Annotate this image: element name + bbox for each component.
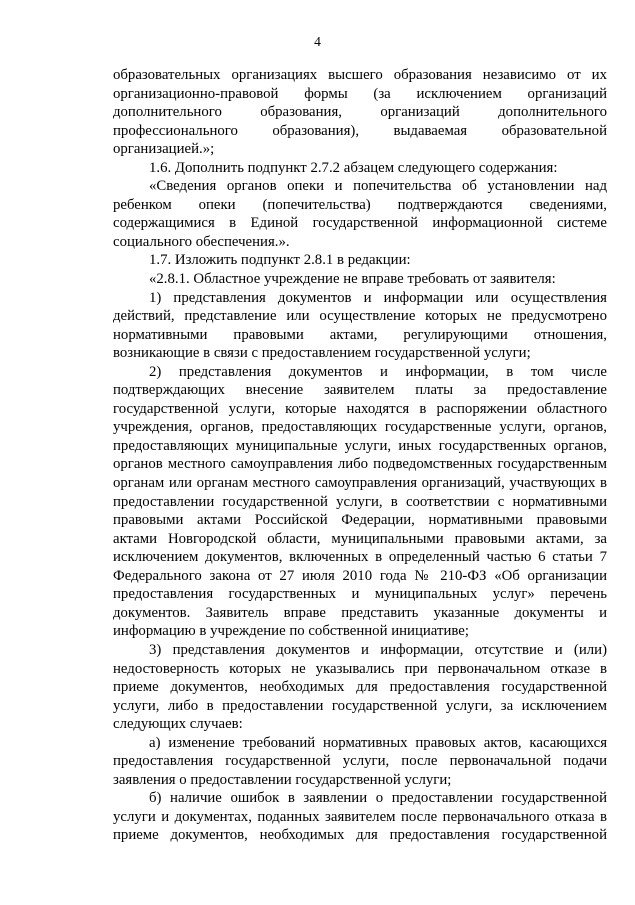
text-line: Федерального закона от 27 июля 2010 года № 210-ФЗ «Об организации <box>113 567 607 584</box>
text-line: приеме документов, необходимых для предоставления государственной <box>113 679 607 696</box>
text-line: профессионального образования), выдаваемая образовательной <box>113 122 607 139</box>
text-line: «2.8.1. Областное учреждение не вправе требовать от заявителя: <box>149 271 556 288</box>
text-line: ребенком опеки (попечительства) подтверждаются сведениями, <box>113 196 607 213</box>
text-line: учреждения, органов, предоставляющих государственные услуги, органов, <box>113 419 607 436</box>
paragraph <box>113 789 607 845</box>
text-line: предоставления государственных и муниципальных услуг» перечень <box>113 586 607 603</box>
paragraph <box>113 177 607 251</box>
text-line: а) изменение требований нормативных правовых актов, касающихся <box>149 734 607 751</box>
paragraph <box>113 734 607 790</box>
text-line: б) наличие ошибок в заявлении о предоставлении государственной <box>149 790 607 807</box>
text-line: информацию в учреждение по собственной инициативе; <box>113 623 469 640</box>
paragraph <box>113 66 607 159</box>
text-line: подтверждающих внесение заявителем платы за предоставление <box>113 382 607 399</box>
text-line: нормативными правовыми актами, регулирующими отношения, <box>113 326 607 343</box>
text-line: 3) представления документов и информации, отсутствие и (или) <box>149 641 607 658</box>
paragraph <box>113 270 607 289</box>
text-line: организацией.»; <box>113 141 215 158</box>
text-line: образовательных организациях высшего образования независимо от их <box>113 67 607 83</box>
text-line: дополнительного образования, организаций дополнительного <box>113 104 607 121</box>
text-line: организационно-правовой формы (за исключением организаций <box>113 85 607 102</box>
text-line: 1) представления документов и информации или осуществления <box>149 289 607 306</box>
text-line: действий, представление или осуществление которых не предусмотрено <box>113 308 607 325</box>
text-line: 1.7. Изложить подпункт 2.8.1 в редакции: <box>149 252 411 269</box>
text-line: исключением документов, включенных в определенный частью 6 статьи 7 <box>113 549 607 566</box>
text-line: 2) представления документов и информации, в том числе <box>149 363 607 380</box>
text-line: услуги, либо в предоставлении государственной услуги, за исключением <box>113 697 607 714</box>
text-line: «Сведения органов опеки и попечительства об установлении над <box>149 178 607 195</box>
text-line: предоставления государственной услуги, после первоначальной подачи <box>113 753 607 770</box>
text-line: органов местного самоуправления либо подведомственных государственным <box>113 456 607 473</box>
text-line: предоставлении государственной услуги, в соответствии с нормативными <box>113 493 607 510</box>
text-line: предоставляющих муниципальные услуги, иных государственных органов, <box>113 437 607 454</box>
paragraph <box>113 641 607 734</box>
paragraph <box>113 251 607 270</box>
text-line: услуги и документах, поданных заявителем после первоначального отказа в <box>113 808 607 825</box>
paragraph <box>113 159 607 178</box>
text-line: возникающие в связи с предоставлением государственной услуги; <box>113 345 531 362</box>
text-line: недостоверность которых не указывались при первоначальном отказе в <box>113 660 607 677</box>
text-line: актами Новгородской области, муниципальными правовыми актами, за <box>113 530 607 547</box>
text-line: содержащимися в Единой государственной информационной системе <box>113 215 607 232</box>
page-number: 4 <box>314 34 321 49</box>
paragraph <box>113 289 607 363</box>
text-line: 1.6. Дополнить подпункт 2.7.2 абзацем следующего содержания: <box>149 159 558 176</box>
text-line: социального обеспечения.». <box>113 233 290 250</box>
paragraph <box>113 363 607 641</box>
text-line: правовыми актами Российской Федерации, нормативными правовыми <box>113 512 607 529</box>
text-line: следующих случаев: <box>113 716 243 733</box>
text-line: государственной услуги, которые находятся в распоряжении областного <box>113 400 607 417</box>
document-body <box>113 66 607 845</box>
text-line: документов. Заявитель вправе представить указанные документы и <box>113 604 607 621</box>
text-line: органам или органам местного самоуправления организаций, участвующих в <box>113 475 607 492</box>
text-line: заявления о предоставлении государственной услуги; <box>113 771 452 788</box>
text-line: приеме документов, необходимых для предоставления государственной <box>113 827 607 844</box>
